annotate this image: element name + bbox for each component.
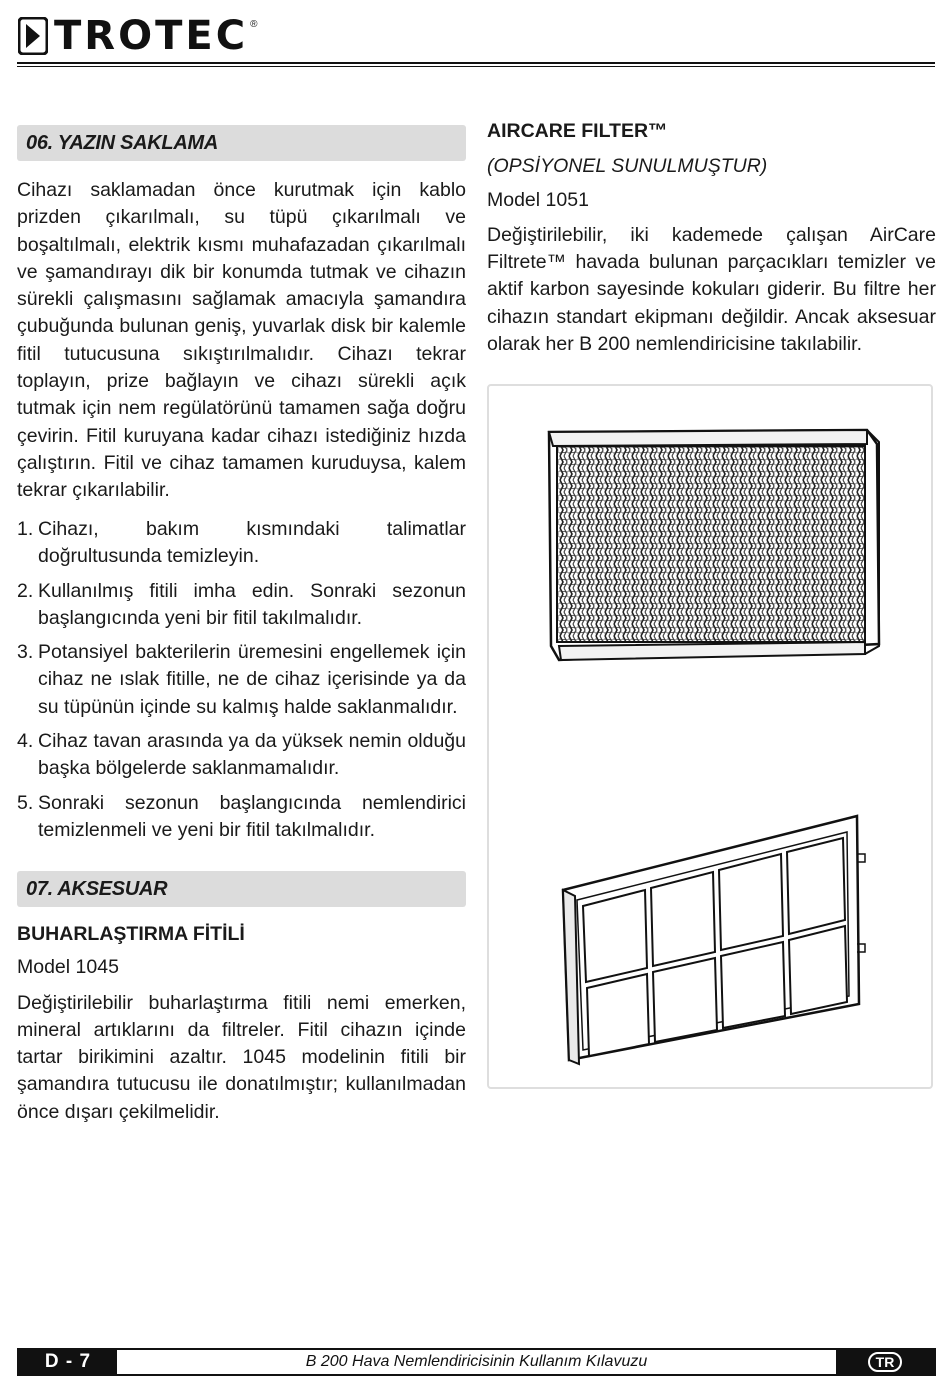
section-heading-accessories: 07. AKSESUAR: [17, 871, 466, 907]
language-badge-wrap: [836, 1350, 934, 1374]
step-text: Cihazı, bakım kısmındaki talimatlar doğrultusunda temizleyin.: [38, 518, 466, 568]
wick-filter-illustration: [487, 384, 933, 1089]
list-item: [17, 639, 466, 721]
header-rule-thin: [17, 66, 935, 67]
steps-list: [17, 516, 466, 844]
wick-paragraph: Değiştirilebilir buharlaştırma fitili nemi emerken, mineral artıklarını da filtreler. Fitil cihazın içinde tartar birikimini azaltır. 1045 modelinin fitili bir şamandıra tutucusu ile donatılmıştır; kullanılmadan önce dışarı çekilmelidir.: [17, 991, 466, 1123]
page-footer: [17, 1348, 936, 1376]
section-accessories: [17, 871, 466, 1126]
section-summer-storage: [17, 125, 466, 505]
trotec-logo-mark-icon: [18, 17, 48, 55]
step-text: Kullanılmış fitili imha edin. Sonraki sezonun başlangıcında yeni bir fitil takılmalıdır.: [38, 579, 466, 629]
aircare-title: AIRCARE FILTER™: [487, 120, 668, 142]
list-item: [17, 728, 466, 783]
step-text: Potansiyel bakterilerin üremesini engellemek için cihaz ne ıslak fitille, ne de cihaz içerisinde ya da su tüpünün içinde su kalmış halde saklanmalıdır.: [38, 641, 466, 718]
filter-illustration-box: [487, 384, 933, 1089]
list-item: [17, 578, 466, 633]
aircare-optional-note: (OPSİYONEL SUNULMUŞTUR): [487, 155, 768, 178]
wick-model: Model 1045: [17, 956, 119, 979]
registered-mark: ®: [250, 18, 258, 30]
wick-title: BUHARLAŞTIRMA FİTİLİ: [17, 923, 245, 945]
trotec-logo: [18, 14, 257, 58]
list-item: [17, 516, 466, 571]
aircare-filter-illustration: [563, 816, 865, 1064]
step-number: 5.: [17, 791, 34, 814]
summer-storage-paragraph: Cihazı saklamadan önce kurutmak için kablo prizden çıkarılmalı, su tüpü çıkarılmalı ve boşaltılmalı, elektrik kısmı muhafazadan çıkarılmalı ve şamandırayı dik bir konumda tutmak ve cihazın sürekli çalışmasını sağlamak amacıyla şamandıra çubuğunda bulunan geniş, yuvarlak disk bir kalemle fitil tutucusuna sıkıştırılmalıdır. Cihazı tekrar toplayın, prize bağlayın ve cihazı sürekli açık tutmak için nem regülatörünü tamamen sağa doğru çevirin. Fitil kuruyana kadar cihazı istediğiniz hızda çalıştırın. Fitil ve cihaz tamamen kuruduysa, kalem tekrar çıkarılabilir.: [17, 179, 466, 502]
manual-title: B 200 Hava Nemlendiricisinin Kullanım Kılavuzu: [305, 1353, 648, 1370]
language-badge: TR: [868, 1352, 903, 1372]
step-number: 2.: [17, 579, 34, 602]
step-text: Cihaz tavan arasında ya da yüksek nemin olduğu başka bölgelerde saklanmamalıdır.: [38, 730, 466, 780]
aircare-section: [487, 118, 936, 358]
aircare-model: Model 1051: [487, 188, 589, 211]
storage-steps: [17, 516, 466, 851]
list-item: [17, 790, 466, 845]
header-rule: [17, 62, 935, 64]
step-number: 1.: [17, 518, 34, 540]
step-text: Sonraki sezonun başlangıcında nemlendirici temizlenmeli ve yeni bir fitil takılmalıdır.: [38, 791, 466, 841]
brand-name: TROTEC: [54, 13, 249, 59]
page-number: D - 7: [19, 1350, 117, 1374]
aircare-paragraph: Değiştirilebilir, iki kademede çalışan AirCare Filtrete™ havada bulunan parçacıkları temizler ve aktif karbon sayesinde kokuları giderir. Bu filtre her cihazın standart ekipmanı değildir. Ancak aksesuar olarak her B 200 nemlendiricisine takılabilir.: [487, 223, 936, 356]
section-heading-summer-storage: 06. YAZIN SAKLAMA: [17, 125, 466, 161]
step-number: 3.: [17, 641, 34, 664]
step-number: 4.: [17, 730, 34, 753]
